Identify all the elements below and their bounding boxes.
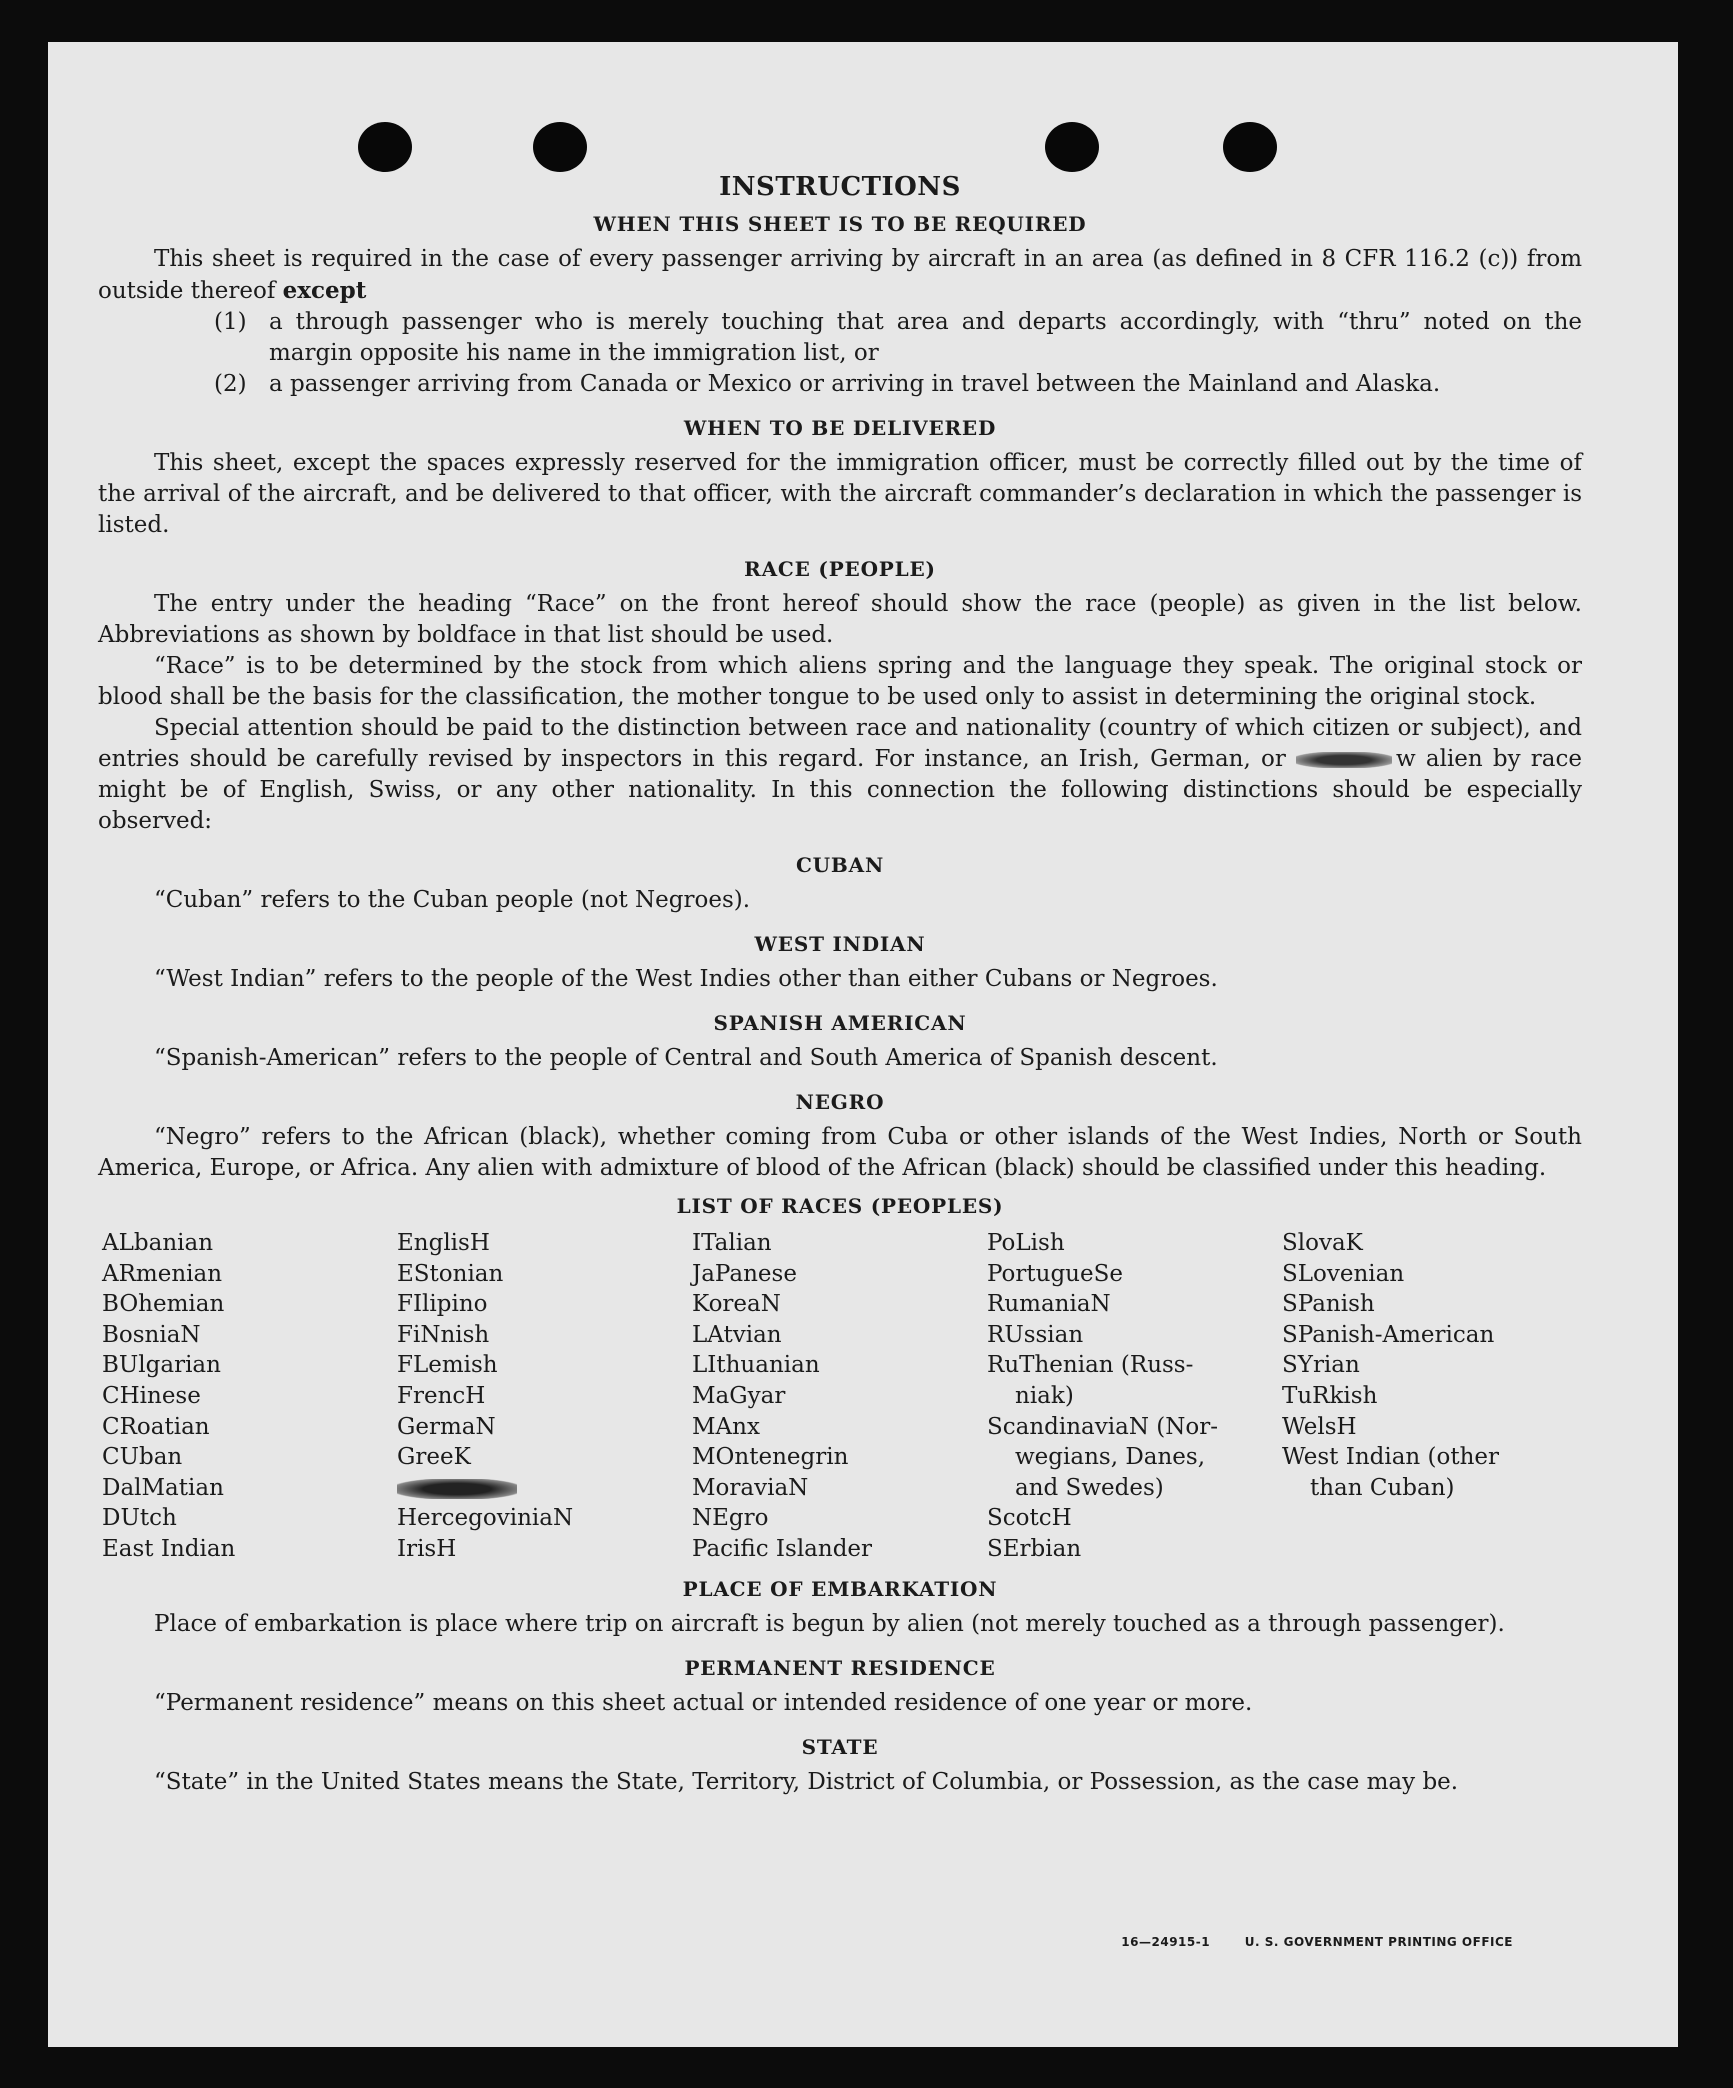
punch-hole: [533, 122, 587, 172]
race-item-continuation: than Cuban): [1310, 1474, 1455, 1501]
race-item: SlovaK: [1282, 1230, 1363, 1256]
negro-text: “Negro” refers to the African (black), whether coming from Cuba or other islands of the West Indies, North or South America, Europe, or Africa. Any alien with admixture of blood of the African (black) should be classified under this heading.: [98, 1124, 1582, 1181]
race-column-1: [102, 1228, 397, 1565]
race-item: Pacific Islander: [692, 1535, 873, 1562]
race-item: RuThenian (Russ-: [987, 1352, 1194, 1379]
heading-list-of-races: LIST OF RACES (PEOPLES): [676, 1194, 1004, 1218]
race-item: BOhemian: [102, 1291, 225, 1318]
heading-when-required: WHEN THIS SHEET IS TO BE REQUIRED: [593, 212, 1087, 236]
race-item: GermaN: [397, 1413, 496, 1440]
heading-race: RACE (PEOPLE): [744, 557, 936, 581]
document-sheet: [48, 42, 1678, 2047]
state-text: “State” in the United States means the State, Territory, District of Columbia, or Possession, as the case may be.: [154, 1768, 1459, 1795]
residence-text: “Permanent residence” means on this sheet actual or intended residence of one year or more.: [154, 1689, 1253, 1716]
race-paragraph-2: “Race” is to be determined by the stock from which aliens spring and the language they speak. The original stock or blood shall be the basis for the classification, the mother tongue to be used only to assist in determining the original stock.: [98, 653, 1582, 710]
heading-west-indian: WEST INDIAN: [754, 932, 926, 956]
race-item: SErbian: [987, 1535, 1082, 1562]
race-item: ARmenian: [102, 1260, 223, 1287]
race-item: GreeK: [397, 1444, 471, 1471]
instructions-content: [98, 172, 1582, 1798]
race-item: SPanish: [1282, 1291, 1375, 1318]
redaction-smudge: [1296, 752, 1392, 768]
race-item: MoraviaN: [692, 1474, 809, 1501]
race-item: West Indian (other: [1282, 1444, 1500, 1471]
race-item-continuation: niak): [1015, 1382, 1074, 1409]
race-item: JaPanese: [692, 1260, 797, 1287]
race-column-3: [692, 1228, 987, 1565]
race-item: FiNnish: [397, 1321, 490, 1348]
page-title: INSTRUCTIONS: [719, 172, 961, 202]
race-item: ScandinaviaN (Nor-: [987, 1413, 1218, 1440]
required-intro: This sheet is required in the case of every passenger arriving by aircraft in an area (as defined in 8 CFR 116.2 (c)) from outside thereof except: [98, 246, 1582, 304]
race-item: DalMatian: [102, 1474, 224, 1501]
heading-state: STATE: [801, 1734, 879, 1759]
race-item: DUtch: [102, 1505, 177, 1532]
race-item: NEgro: [692, 1505, 769, 1532]
west-indian-text: “West Indian” refers to the people of the West Indies other than either Cubans or Negroes.: [154, 966, 1218, 992]
spanish-american-text: “Spanish-American” refers to the people of Central and South America of Spanish descent.: [154, 1045, 1218, 1071]
punch-hole: [1045, 122, 1099, 172]
embarkation-text: Place of embarkation is place where trip on aircraft is begun by alien (not merely touched as a through passenger).: [154, 1610, 1505, 1637]
race-item: CRoatian: [102, 1413, 210, 1440]
race-item: FIlipino: [397, 1291, 488, 1318]
heading-embarkation: PLACE OF EMBARKATION: [682, 1576, 998, 1601]
race-item: PoLish: [987, 1230, 1065, 1256]
race-item: CHinese: [102, 1382, 201, 1409]
race-item-continuation: and Swedes): [1015, 1474, 1164, 1501]
printer-name: U. S. GOVERNMENT PRINTING OFFICE: [1244, 1935, 1513, 1949]
race-item: LIthuanian: [692, 1352, 820, 1379]
printer-footer: [1091, 1935, 1513, 1949]
race-item: EnglisH: [397, 1230, 490, 1256]
race-item: LAtvian: [692, 1321, 782, 1348]
race-item: FLemish: [397, 1352, 498, 1379]
redacted-race-item: [397, 1473, 692, 1504]
race-item: SPanish-American: [1282, 1321, 1495, 1348]
race-item: MAnx: [692, 1413, 760, 1440]
race-item: EStonian: [397, 1260, 504, 1287]
race-item: FrencH: [397, 1382, 486, 1409]
race-item: ALbanian: [102, 1230, 214, 1256]
exception-item-1: (1) a through passenger who is merely touching that area and departs accordingly, with “thru” noted on the margin opposite his name in the immigration list, or: [214, 309, 1582, 366]
race-item: KoreaN: [692, 1291, 781, 1318]
race-item: HercegoviniaN: [397, 1505, 574, 1532]
race-item: CUban: [102, 1444, 183, 1471]
race-item: PortugueSe: [987, 1260, 1123, 1287]
race-item: MOntenegrin: [692, 1444, 849, 1471]
punch-hole: [358, 122, 412, 172]
race-list: [102, 1228, 1582, 1565]
race-paragraph-1: The entry under the heading “Race” on the front hereof should show the race (people) as given in the list below. Abbreviations as shown by boldface in that list should be used.: [98, 591, 1582, 648]
race-item: ITalian: [692, 1230, 772, 1256]
cuban-text: “Cuban” refers to the Cuban people (not Negroes).: [154, 887, 751, 913]
race-item: TuRkish: [1282, 1382, 1378, 1409]
heading-permanent-residence: PERMANENT RESIDENCE: [684, 1655, 996, 1680]
race-item: IrisH: [397, 1535, 457, 1562]
race-item: ScotcH: [987, 1505, 1072, 1532]
race-column-5: [1282, 1228, 1582, 1565]
heading-spanish-american: SPANISH AMERICAN: [713, 1011, 967, 1035]
race-item: East Indian: [102, 1535, 236, 1562]
heading-cuban: CUBAN: [795, 853, 885, 877]
punch-hole: [1223, 122, 1277, 172]
heading-negro: NEGRO: [795, 1090, 885, 1114]
race-item: SYrian: [1282, 1352, 1360, 1379]
race-column-2: [397, 1228, 692, 1565]
exception-item-2: (2) a passenger arriving from Canada or Mexico or arriving in travel between the Mainland and Alaska.: [214, 371, 1441, 397]
race-item: MaGyar: [692, 1382, 786, 1409]
race-paragraph-3: Special attention should be paid to the distinction between race and nationality (country of which citizen or subject), and entries should be carefully revised by inspectors in this regard. For instance, an Irish, German, or w alien by race might be of English, Swiss, or any other nationality. In this connection the following distinctions should be especially observed:: [98, 715, 1583, 834]
heading-when-delivered: WHEN TO BE DELIVERED: [683, 416, 997, 440]
race-item: WelsH: [1282, 1413, 1357, 1440]
race-column-4: [987, 1228, 1282, 1565]
race-item: RumaniaN: [987, 1291, 1111, 1318]
race-item: SLovenian: [1282, 1260, 1405, 1287]
race-item: RUssian: [987, 1321, 1084, 1348]
race-item: BosniaN: [102, 1321, 201, 1348]
delivered-text: This sheet, except the spaces expressly reserved for the immigration officer, must be correctly filled out by the time of the arrival of the aircraft, and be delivered to that officer, with the aircraft commander’s declaration in which the passenger is listed.: [98, 450, 1582, 538]
redaction-smudge: [397, 1479, 517, 1499]
race-item: BUlgarian: [102, 1352, 221, 1379]
race-item-continuation: wegians, Danes,: [1015, 1444, 1206, 1471]
form-number: 16—24915-1: [1121, 1935, 1211, 1949]
